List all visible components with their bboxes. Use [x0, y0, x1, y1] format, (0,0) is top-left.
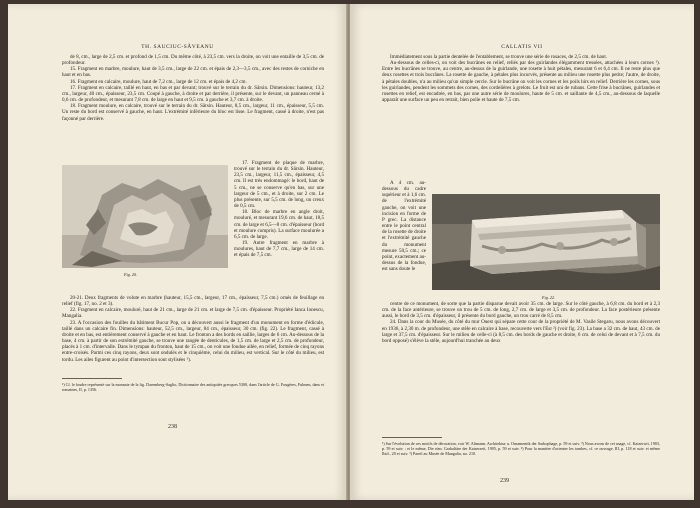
- paragraph: 15. Fragment en marbre, moulure, haut de 3,5 cm., large de 22 cm. et épais de 2,3—3,5 cm., avec des restes de corniche en haut et en bas.: [62, 66, 324, 79]
- paragraph: 18. Bloc de marbre en angle droit, mouluré, et mesurant 19,6 cm. de haut, 18,5 cm. de large et 6,5—8 cm. d'épaisseur (bord et moulure compris). La surface moulurée a 6,5 cm. de large.: [234, 209, 324, 240]
- paragraph: Au-dessous de celles-ci, on voit des bucrânes en relief, reliés par des guirlandes élégamment tressées, attachées à leurs cornes ¹). Entre les bucrânes se trouve, au centre, au-dessus de la guirlande, une rosette à huit pétales, mesurant 6 et 6,4 cm. Il ne reste plus que deux rosettes et trois bucrânes. La rosette de gauche, à pétales plus incurvés, présente au milieu une rosette plus petite; l'autre, de droite, à pétales doubles, n'a au milieu qu'un simple cercle. Sur le bucrâne on voit les cornes et les poils hirs en relief. Derrière les cornes, sous les guirlandes, pendent les sommets des cornes, des cordelières à grelots. Le fruit est uni de rubans. Cette frise à bucrânes, guirlandes et rosettes en relief, est encadrée, en bas, par une autre série de moulures, haute de 5 cm. et saillante de 4,5 cm., au-dessous de laquelle apparaît une surface un peu en retrait, bien polie et haute de 7,5 cm.: [382, 60, 660, 104]
- left-text-block-2: [234, 160, 324, 259]
- paragraph: centre de ce monument, de sorte que la partie disparue devait avoir 35 cm. de large. Sur le côté gauche, à 6,8 cm. du bord et à 2,3 cm. de la face antérieure, se trouve un trou de 5 cm. de long, 2,7 cm. de large et 3,5 cm. de profondeur. La face postérieure présente aussi, le bord de 3,5 cm. d'épaisseur, il présente du bord gauche, un trou carré de 8,5 cm.: [382, 301, 660, 320]
- paragraph: 17. Fragment en calcaire, taillé en haut, en bas et par devant; trouvé sur le terrain du dr. Sârsin. Dimensions: hauteur, 13,2 cm., largeur, 40 cm., épaisseur, 23,5 cm. Coupé à gauche, à droite et par derrière, il présente, sur le devant, un panneau cerné à 0,6 cm. de profondeur, et mesurant 7,8 cm. de large en haut et 9,5 cm. à gauche et 3,7 cm. à droite.: [62, 84, 324, 104]
- paragraph: Immédiatement sous la partie dentelée de l'entablement, se trouve une série de rosaces, de 2,5 cm. de haut.: [390, 54, 608, 60]
- left-page: [8, 4, 347, 500]
- figure-20-caption: Fig. 20.: [124, 272, 138, 277]
- right-footnote: ¹) Sur l'évolution de ces motifs de décoration, voir W. Altmann, Architektur u. Ornamentik der Sarkophage, p. 59 et suiv. ²) Nous avons de cet usage, cf. Kaizerwit, 1903, p. 59 et suiv. ; et le même, Die röm. Grabaltäre der Kaiserzeit, 1905, p. 59 et suiv. ²) Pour la manière d'orienter les tombes, cf. ce ouvrage, III, p. 118 et suiv. et même Ibid., 20 et suiv. ³) Pareil au Musée de Mangalia, no. 210.: [382, 441, 660, 457]
- paragraph: 22. Fragment en calcaire, mouluré, haut de 21 cm., large de 21 cm. et large de 7,5 cm. d'épaisseur. Propriété Ianca Ionescu, Mangalia.: [62, 307, 324, 320]
- right-text-block-2: [382, 180, 426, 272]
- running-head-right: CALLATIS VII: [501, 44, 543, 50]
- left-text-block-3: [62, 295, 324, 363]
- right-text-block-3: [382, 301, 660, 344]
- figure-22-photo: [432, 194, 660, 290]
- left-footnote: ¹) Cf. le foudre représenté sur la monnaie de la fig. Daremberg-Saglio, Dictionnaire des antiquités grecques 5300, dans l'article de G. Fougères, Fulmen, dans et romaines, II, p. 1356.: [62, 382, 324, 393]
- page-number-left: 238: [168, 424, 177, 430]
- page-number-right: 239: [500, 478, 509, 484]
- left-text-block-1: [62, 54, 324, 122]
- paragraph: A 4 cm. au-dessous du cadre supérieur et à 1,6 cm. de l'extrémité gauche, on voit une incision en forme de P grec. La distance entre le point central de la rosette de droite et l'extrémité gauche du monument mesure 50,5 cm.; ce point, exactement au-dessus de la fondue, est sans doute le: [382, 180, 426, 273]
- paragraph: 19. Autre fragment en marbre à moulures, haut de 7,7 cm., large de 14 cm. et épais de 7,5 cm.: [234, 240, 324, 259]
- figure-20-photo: [62, 165, 228, 268]
- paragraph: 16. Fragment en calcaire, moulure, haut de 7,2 cm., large de 12 cm. et épais de 4,2 cm.: [70, 78, 247, 85]
- paragraph: 24. Dans la cour du Musée, du côté du mur Ouest qui sépare cette cour de la propriété de M. Vasile Stegaru, nous avons découvert en 1936, à 2,30 m. de profondeur, une stèle en calcaire à base, recouverte vers l'Est ²) (voir fig. 23). La base a 32 cm. de haut, 43 cm. de large et 37,5 cm. d'épaisseur. Sur le milieu de celle-ci (à 8,5 cm. des bords de gauche et droite, 6 cm. de celui de devant et à 7,5 cm. du bord opposé) s'élève la stèle, aujourd'hui tranchée au deux: [382, 319, 660, 344]
- paragraph: 18. Fragment moulure, en calcaire, trouvé sur le terrain du dr. Sârsin. Hauteur, 8,5 cm., largeur, 11 cm., épaisseur, 5,5 cm. Un reste du bord est conservé à gauche, en haut. L'extrémité inférieure du bloc est lisse. Le fragment, cassé à droite, n'est pas façonné par derrière.: [62, 103, 324, 122]
- relief-fragment-image: [62, 165, 228, 268]
- right-page: [350, 4, 694, 500]
- right-text-block-1: [382, 54, 660, 103]
- edicule-fragment-image: [432, 194, 660, 290]
- footnote-rule: [382, 437, 442, 438]
- paragraph: 20-21. Deux fragments de volute en marbre (hauteur, 15,5 cm., largeur, 17 cm., épaisseur, 7,5 cm.) ornés de feuillage en relief (fig. 17, no. 2 et 3).: [62, 295, 324, 308]
- paragraph: 17. Fragment de plaque de marbre, trouvé sur le terrain du dr. Sârsin. Hauteur, 23,5 cm., largeur, 11,5 cm., épaisseur, 4,5 cm. Il est très endommagé: le bord, haut de 5 cm., ne se conserve qu'en bas, sur une largeur de 5 cm., et à droite, sur 2 cm. Le plus présente, sur 5,5 cm. de long, un creux de 0,5 cm.: [234, 160, 324, 210]
- footnote-rule: [62, 378, 122, 379]
- paragraph: 23. A l'occasion des fouilles du bâtiment Bucur Pop, on a découvert aussi le fragment d'un monument en forme d'édicule, taillé dans un calcaire fin. Dimensions: hauteur, 52,5 cm., largeur, 84 cm., épaisseur, 30 cm. (fig. 22). Le fragment, cassé à droite et en bas, est entièrement conservé à gauche et en haut. Le fronton a des bords en saillie, larges de 6 cm. Au-dessous de la base, 4 cm. à partir de son extrémité gauche, se trouve une rangée de denticules, de 1,5 cm. de large et 2,5 cm. de profondeur, placés à 1 cm. d'intervalle. Dans le tympan du fronton, haut de 15 cm., on voit une fondue ailée, en relief, formée de cinq rayons entre-croisés. Parmi ces cinq rayons, deux sont ondulés et le cinquième, celui du milieu, est vertical. Sur le côté du milieu, est tordu. Les ailes figurent au point d'intersection sont stylisées ¹).: [62, 319, 324, 363]
- paragraph: de 8, cm., large de 2,5 cm. et profond de 1,5 cm. Du même côté, à 23,5 cm. vers la droite, on voit une entaille de 3,5 cm. de profondeur.: [62, 54, 324, 67]
- figure-22-caption: Fig. 22.: [542, 295, 556, 300]
- running-head-left: TH. SAUCIUC-SĂVEANU: [141, 44, 214, 50]
